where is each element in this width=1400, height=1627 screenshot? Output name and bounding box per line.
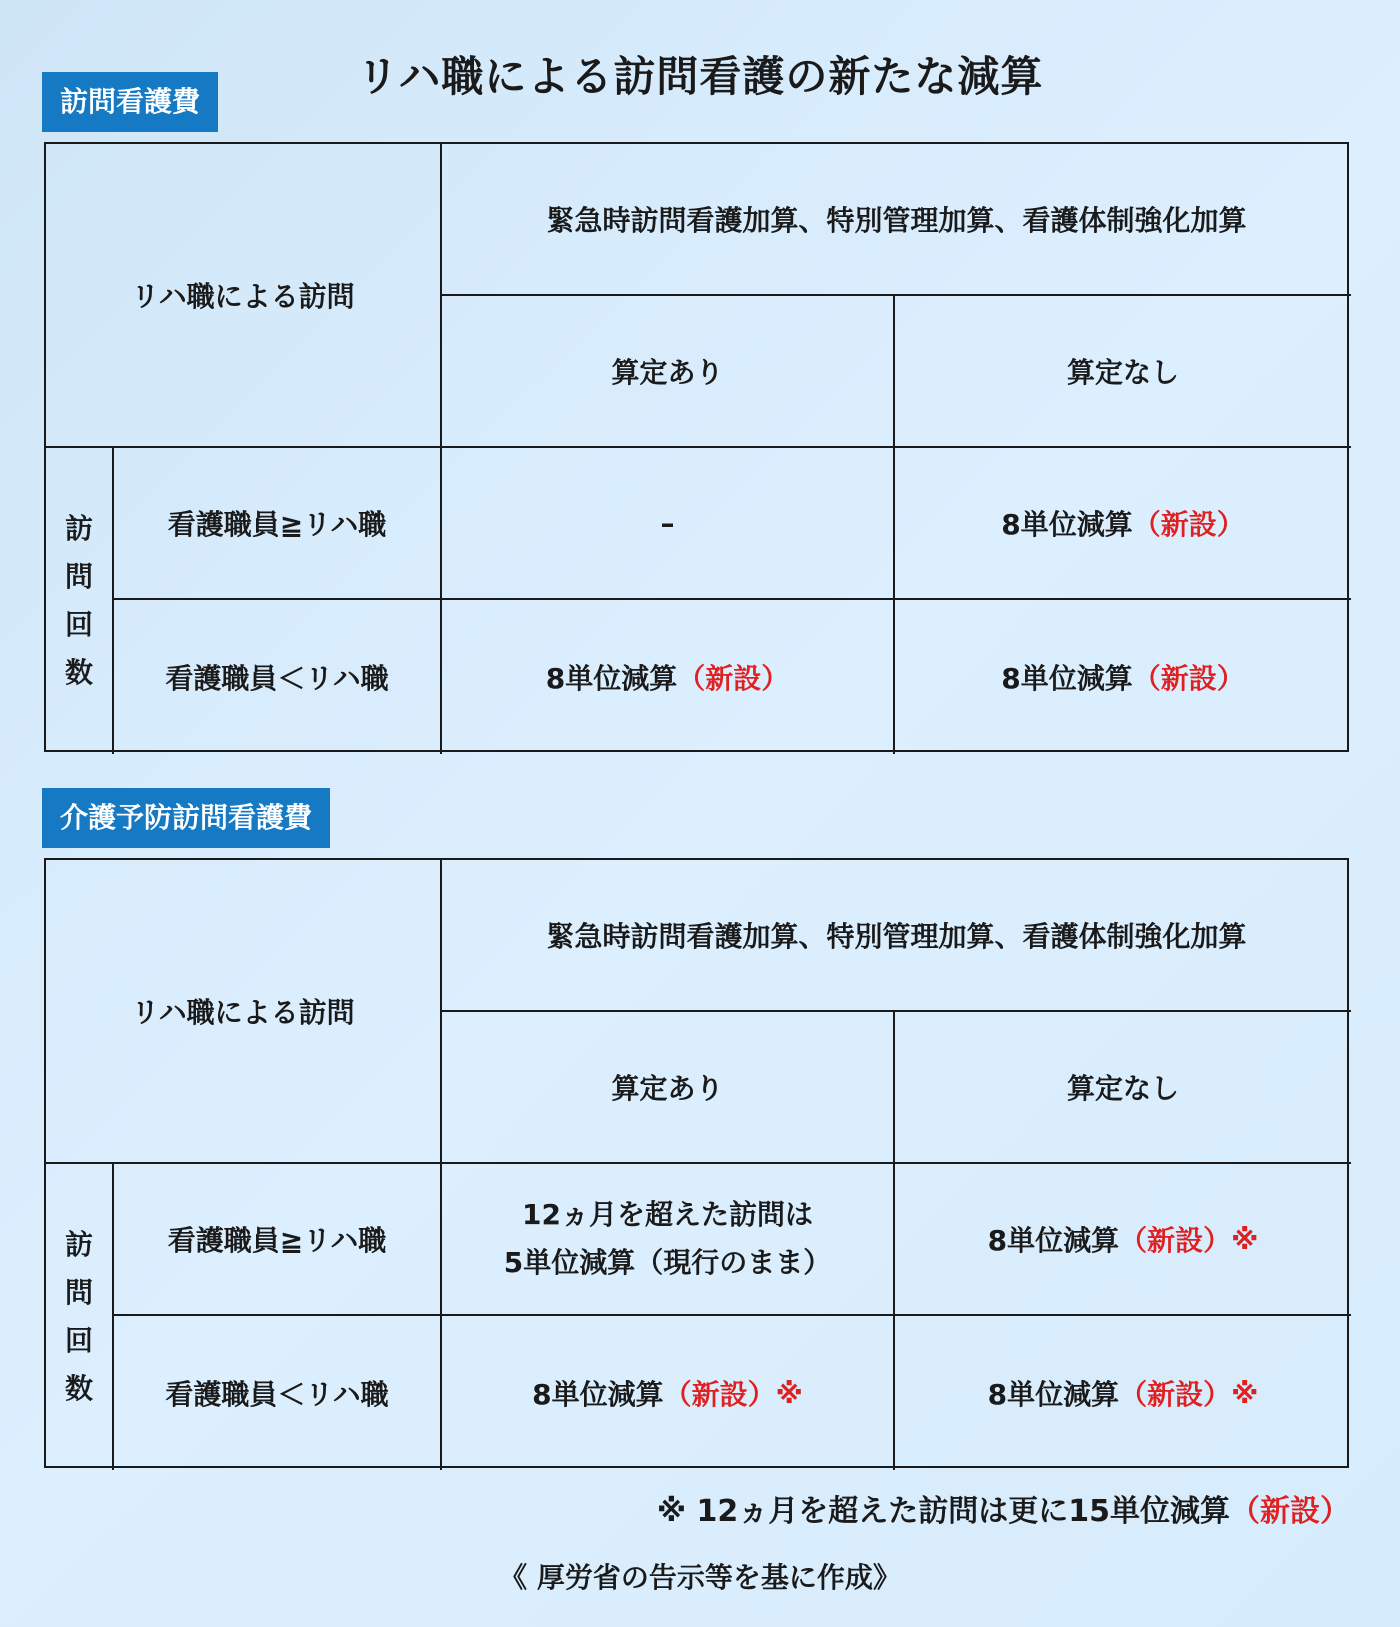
row-group-char: 回 <box>64 1324 93 1357</box>
row-group-char: 数 <box>64 656 93 689</box>
cell-value: 8単位減算 <box>987 1224 1120 1257</box>
row-label: 看護職員≧リハ職 <box>114 1164 442 1316</box>
table-home-nursing <box>44 142 1349 752</box>
table-cell <box>442 1316 895 1470</box>
cell-line: 5単位減算（現行のまま） <box>503 1246 832 1279</box>
row-group-char: 問 <box>64 560 93 593</box>
new-badge: （新設） <box>663 1378 776 1411</box>
row-group-visit-count <box>46 448 114 754</box>
table-cell <box>895 600 1351 754</box>
table-cell <box>442 600 895 754</box>
new-badge: （新設） <box>1119 1378 1232 1411</box>
header-calc-no: 算定なし <box>895 1012 1351 1164</box>
new-badge: （新設） <box>1119 1224 1232 1257</box>
cell-value: 8単位減算 <box>1001 662 1133 695</box>
cell-value: 8単位減算 <box>987 1378 1120 1411</box>
table-cell <box>442 448 895 600</box>
new-badge: （新設） <box>1132 508 1245 541</box>
header-additions: 緊急時訪問看護加算、特別管理加算、看護体制強化加算 <box>442 860 1351 1012</box>
row-group-char: 数 <box>64 1372 93 1405</box>
cell-line: 12ヵ月を超えた訪問は <box>522 1198 813 1231</box>
header-calc-yes: 算定あり <box>442 296 895 448</box>
row-group-char: 回 <box>64 608 93 641</box>
footnote <box>657 1486 1350 1530</box>
section-label-preventive-nursing: 介護予防訪問看護費 <box>42 788 330 848</box>
cell-value: 8単位減算 <box>1001 508 1133 541</box>
table-cell <box>895 1316 1351 1470</box>
table-cell <box>895 448 1351 600</box>
new-badge: （新設） <box>1132 662 1245 695</box>
footnote-text: ※ 12ヵ月を超えた訪問は更に15単位減算 <box>656 1494 1230 1529</box>
new-badge: （新設） <box>677 662 790 695</box>
header-additions: 緊急時訪問看護加算、特別管理加算、看護体制強化加算 <box>442 144 1351 296</box>
note-mark: ※ <box>775 1376 803 1410</box>
cell-value: 8単位減算 <box>545 662 678 695</box>
page-title: リハ職による訪問看護の新たな減算 <box>356 52 1044 101</box>
table-cell <box>442 1164 895 1316</box>
cell-value: 8単位減算 <box>532 1378 664 1411</box>
note-mark: ※ <box>1231 1222 1259 1256</box>
new-badge: （新設） <box>1230 1494 1350 1529</box>
row-label: 看護職員＜リハ職 <box>114 1316 442 1470</box>
row-group-visit-count <box>46 1164 114 1470</box>
row-group-char: 訪 <box>64 1228 93 1261</box>
row-group-char: 訪 <box>64 512 93 545</box>
cell-value: – <box>660 506 675 540</box>
row-label: 看護職員≧リハ職 <box>114 448 442 600</box>
table-cell <box>895 1164 1351 1316</box>
row-label: 看護職員＜リハ職 <box>114 600 442 754</box>
row-group-char: 問 <box>64 1276 93 1309</box>
source-note: 《 厚労省の告示等を基に作成》 <box>499 1561 901 1594</box>
header-calc-no: 算定なし <box>895 296 1351 448</box>
header-rehab-visit: リハ職による訪問 <box>46 860 442 1164</box>
table-preventive-nursing <box>44 858 1349 1468</box>
section-label-home-nursing: 訪問看護費 <box>42 72 218 132</box>
header-rehab-visit: リハ職による訪問 <box>46 144 442 448</box>
note-mark: ※ <box>1231 1376 1259 1410</box>
header-calc-yes: 算定あり <box>442 1012 895 1164</box>
